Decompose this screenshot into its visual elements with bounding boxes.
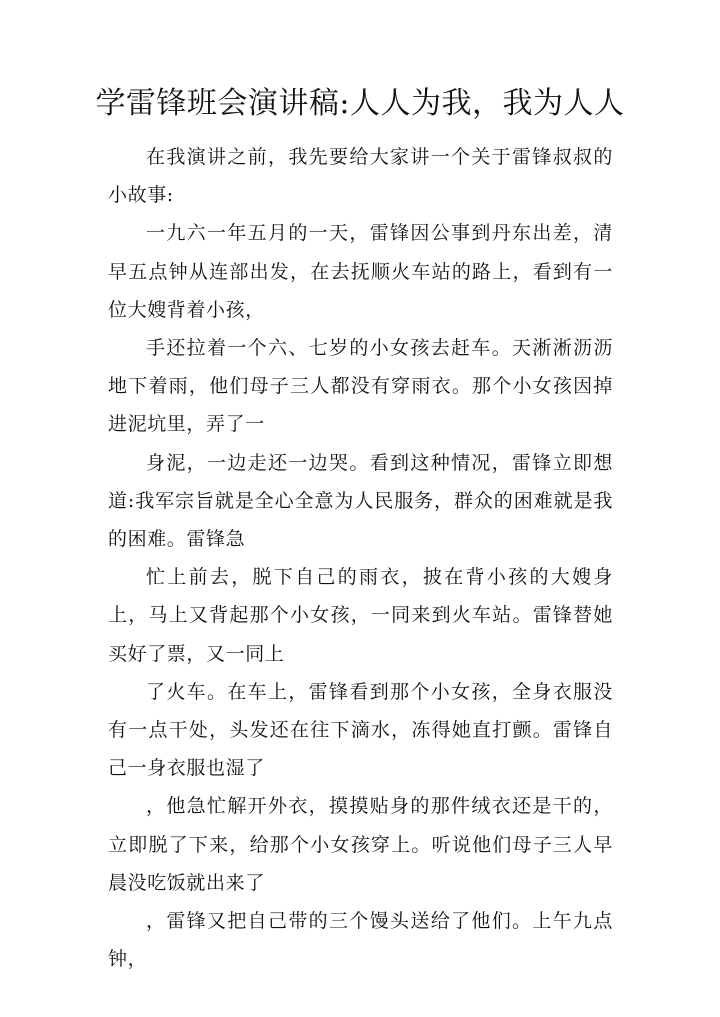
paragraph: 在我演讲之前，我先要给大家讲一个关于雷锋叔叔的小故事: (108, 146, 613, 207)
paragraph: 手还拉着一个六、七岁的小女孩去赶车。天淅淅沥沥地下着雨，他们母子三人都没有穿雨衣。那个小女孩因掉进泥坑里，弄了一 (108, 337, 613, 436)
paragraph: 身泥，一边走还一边哭。看到这种情况，雷锋立即想道:我军宗旨就是全心全意为人民服务，群众的困难就是我的困难。雷锋急 (108, 451, 613, 551)
document-title: 学雷锋班会演讲稿:人人为我，我为人人 (95, 86, 625, 121)
paragraph: ，雷锋又把自己带的三个馒头送给了他们。上午九点钟， (108, 910, 613, 971)
paragraph: ，他急忙解开外衣，摸摸贴身的那件绒衣还是干的，立即脱了下来，给那个小女孩穿上。听说他们母子三人早晨没吃饭就出来了 (108, 795, 613, 894)
paragraph: 一九六一年五月的一天，雷锋因公事到丹东出差，清早五点钟从连部出发，在去抚顺火车站的路上，看到有一位大嫂背着小孩， (108, 222, 613, 321)
paragraph: 忙上前去，脱下自己的雨衣，披在背小孩的大嫂身上，马上又背起那个小女孩，一同来到火车站。雷锋替她买好了票，又一同上 (108, 566, 613, 665)
paragraph: 了火车。在车上，雷锋看到那个小女孩，全身衣服没有一点干处，头发还在往下滴水，冻得她直打颤。雷锋自己一身衣服也湿了 (108, 680, 613, 780)
document-body (108, 138, 613, 978)
